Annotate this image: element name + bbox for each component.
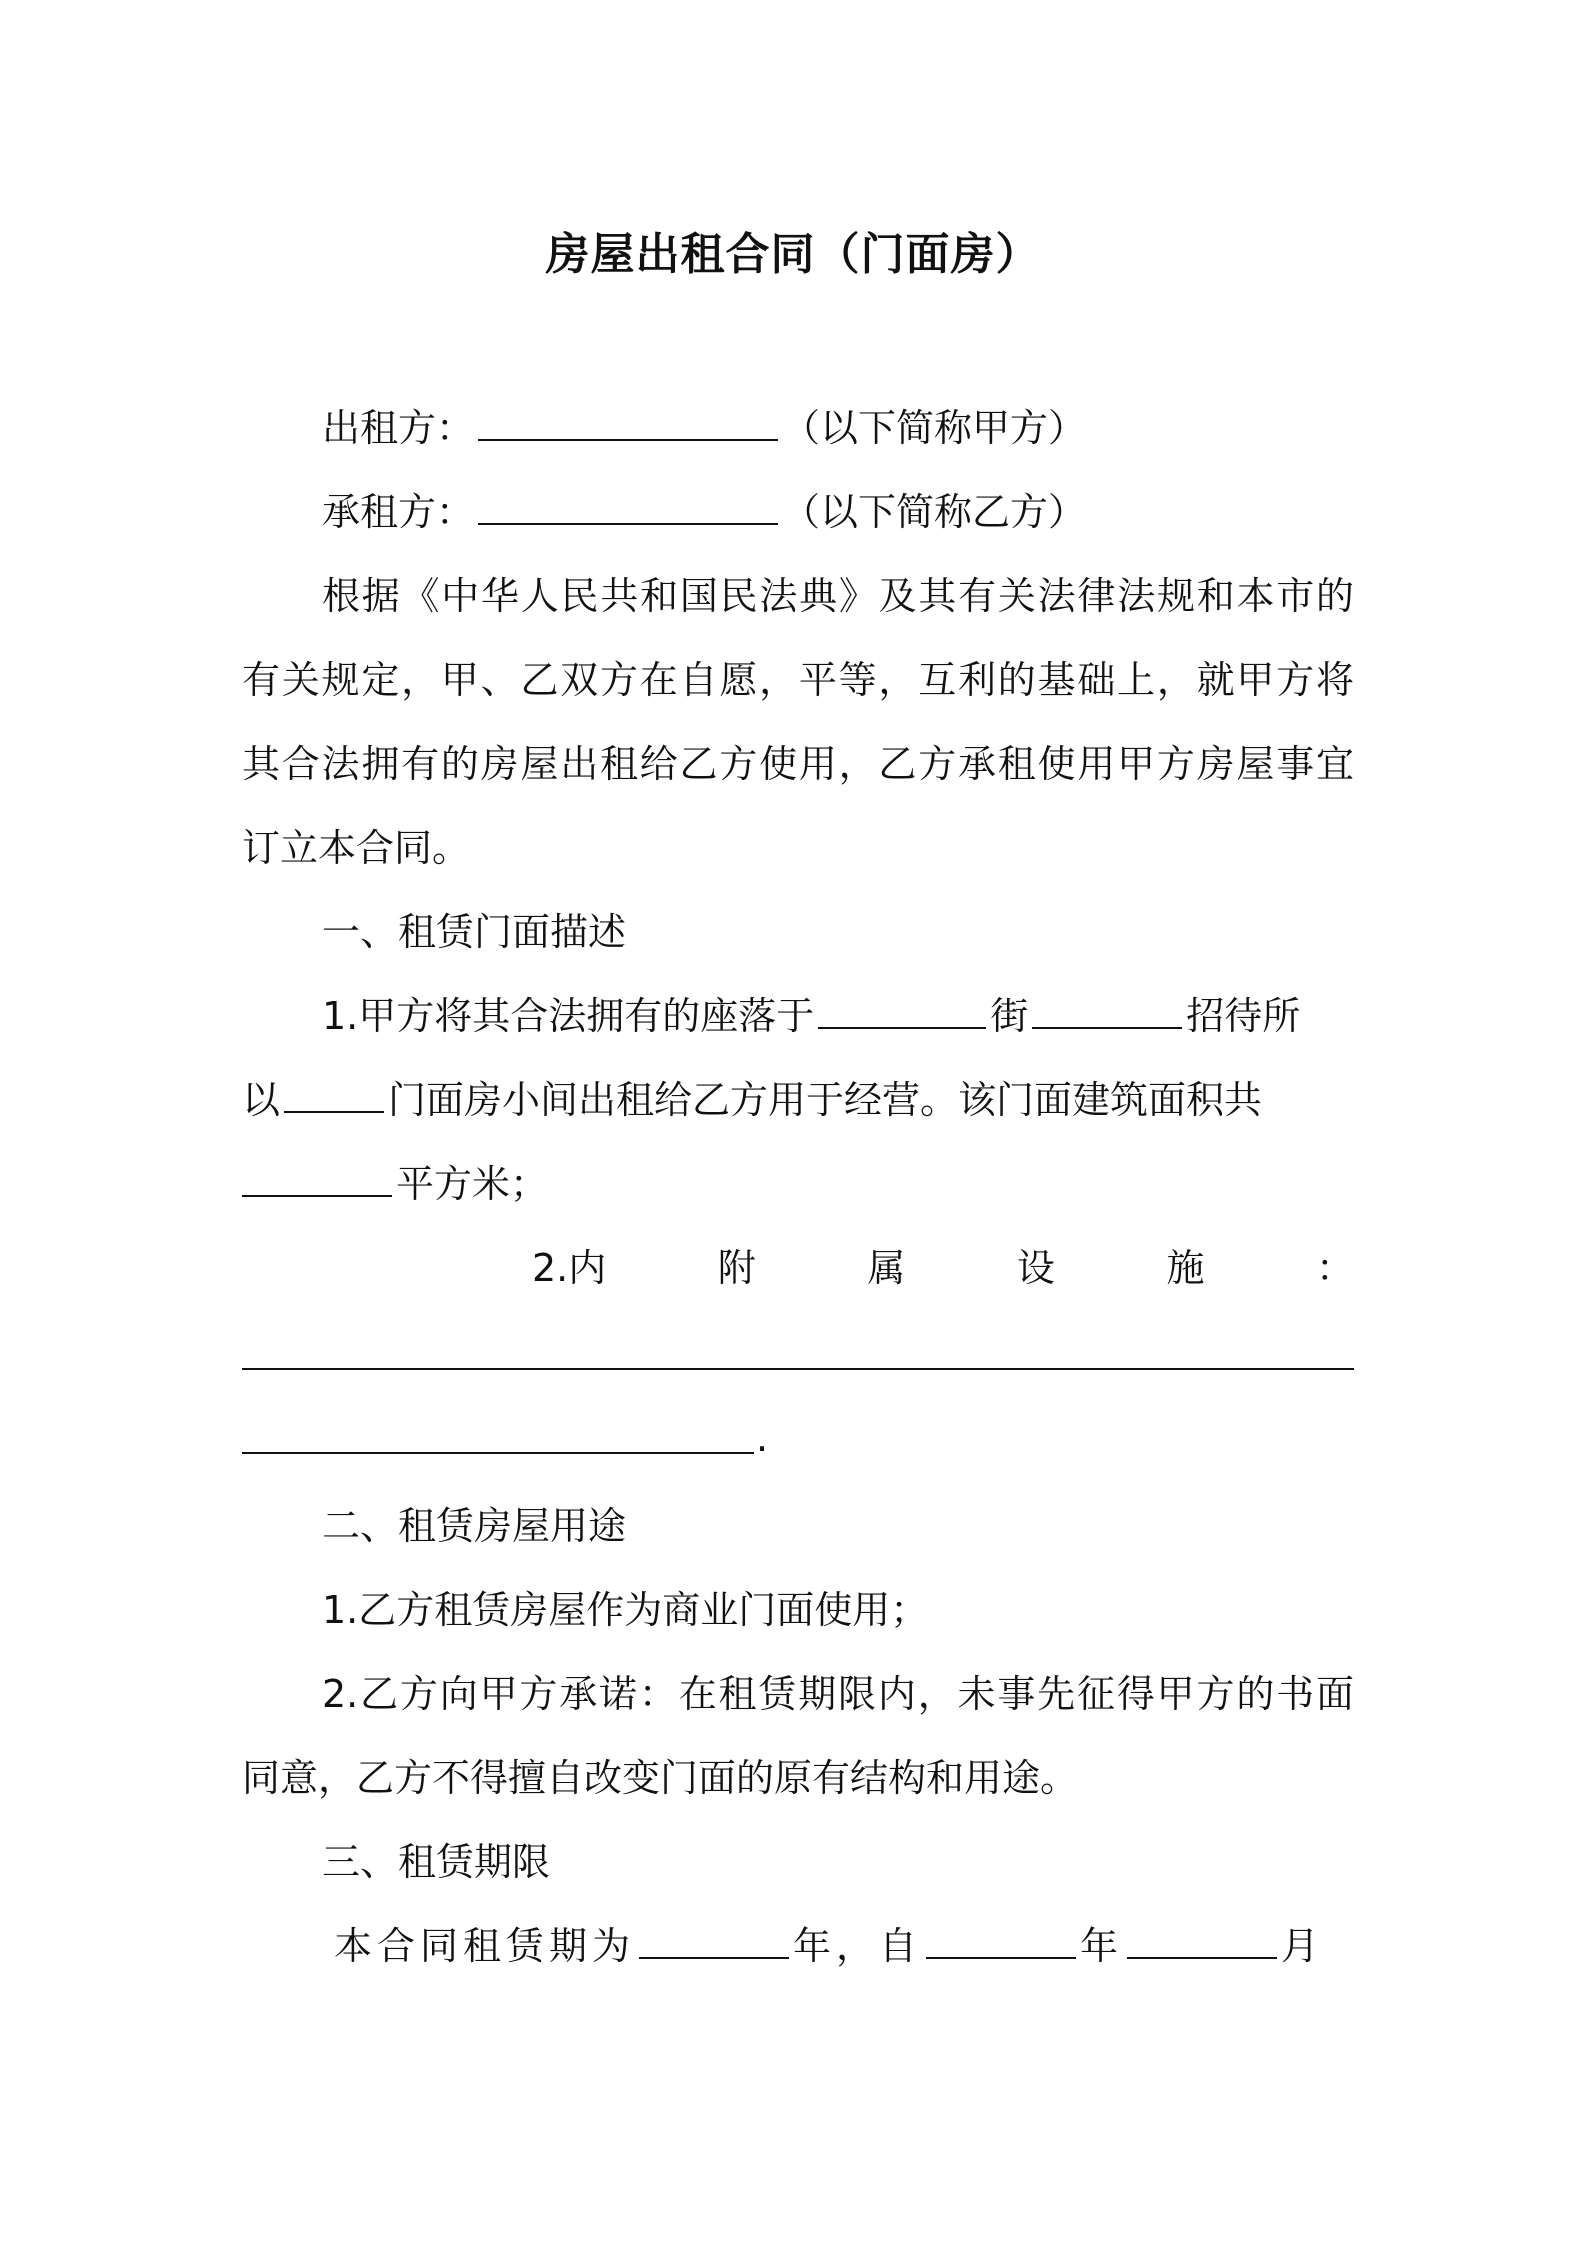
lessor-name-blank[interactable] (478, 405, 778, 441)
term-prefix: 本合同租赁期为 (334, 1924, 636, 1968)
term-years-from: 年，自 (793, 1924, 923, 1968)
preamble-line-3: 其合法拥有的房屋出租给乙方使用，乙方承租使用甲方房屋事宜 (242, 742, 1354, 786)
section-1-item-1-line-3 (242, 1160, 548, 1208)
unit-description: 门面房小间出租给乙方用于经营。该门面建筑面积共 (388, 1078, 1263, 1122)
item-2-char-3: 设 (1016, 1246, 1055, 1290)
section-3-term-line (334, 1922, 1324, 1970)
section-2-heading: 二、租赁房屋用途 (322, 1504, 627, 1548)
lessee-name-blank[interactable] (478, 489, 778, 525)
preamble-line-2: 有关规定，甲、乙双方在自愿，平等，互利的基础上，就甲方将 (242, 658, 1354, 702)
start-year-label: 年 (1080, 1924, 1124, 1968)
section-3-heading: 三、租赁期限 (322, 1840, 551, 1884)
facilities-end-period: . (756, 1416, 769, 1460)
section-1-heading: 一、租赁门面描述 (322, 910, 627, 954)
facilities-blank-line-2[interactable] (242, 1452, 754, 1454)
street-blank[interactable] (1032, 993, 1182, 1029)
term-years-blank[interactable] (639, 1923, 789, 1959)
facilities-blank-line-1[interactable] (242, 1368, 1354, 1370)
section-2-item-1: 1.乙方租赁房屋作为商业门面使用； (322, 1588, 929, 1632)
area-unit: 平方米； (396, 1162, 549, 1206)
item-2-char-1: 附 (717, 1246, 756, 1290)
section-2-item-2-line-1: 2.乙方向甲方承诺：在租赁期限内，未事先征得甲方的书面 (322, 1672, 1354, 1716)
item-2-char-5: ： (1315, 1246, 1354, 1290)
section-1-item-2-line (242, 1244, 1354, 1292)
start-month-label: 月 (1281, 1924, 1325, 1968)
prefix-yi: 以 (242, 1078, 281, 1122)
unit-blank[interactable] (284, 1077, 384, 1113)
lessor-line (322, 404, 1086, 452)
location-blank[interactable] (818, 993, 986, 1029)
section-2-item-2-line-2: 同意，乙方不得擅自改变门面的原有结构和用途。 (242, 1756, 1079, 1800)
location-prefix: 1.甲方将其合法拥有的座落于 (322, 994, 815, 1038)
guesthouse-label: 招待所 (1186, 994, 1301, 1038)
preamble-line-1: 根据《中华人民共和国民法典》及其有关法律法规和本市的 (322, 574, 1354, 618)
lessor-label: 出租方： (322, 406, 475, 450)
area-blank[interactable] (242, 1161, 392, 1197)
lessee-note: （以下简称乙方） (782, 490, 1087, 534)
preamble-line-4: 订立本合同。 (242, 826, 471, 870)
street-label: 街 (990, 994, 1029, 1038)
document-title: 房屋出租合同（门面房） (545, 229, 1041, 280)
start-year-blank[interactable] (926, 1923, 1076, 1959)
lessee-label: 承租方： (322, 490, 475, 534)
item-2-char-4: 施 (1166, 1246, 1205, 1290)
section-1-item-1-line-2 (242, 1076, 1262, 1124)
section-1-item-1-line-1 (322, 992, 1300, 1040)
lessee-line (322, 488, 1086, 536)
lessor-note: （以下简称甲方） (782, 406, 1087, 450)
item-2-char-0: 2.内 (532, 1246, 607, 1290)
start-month-blank[interactable] (1127, 1923, 1277, 1959)
item-2-char-2: 属 (867, 1246, 906, 1290)
